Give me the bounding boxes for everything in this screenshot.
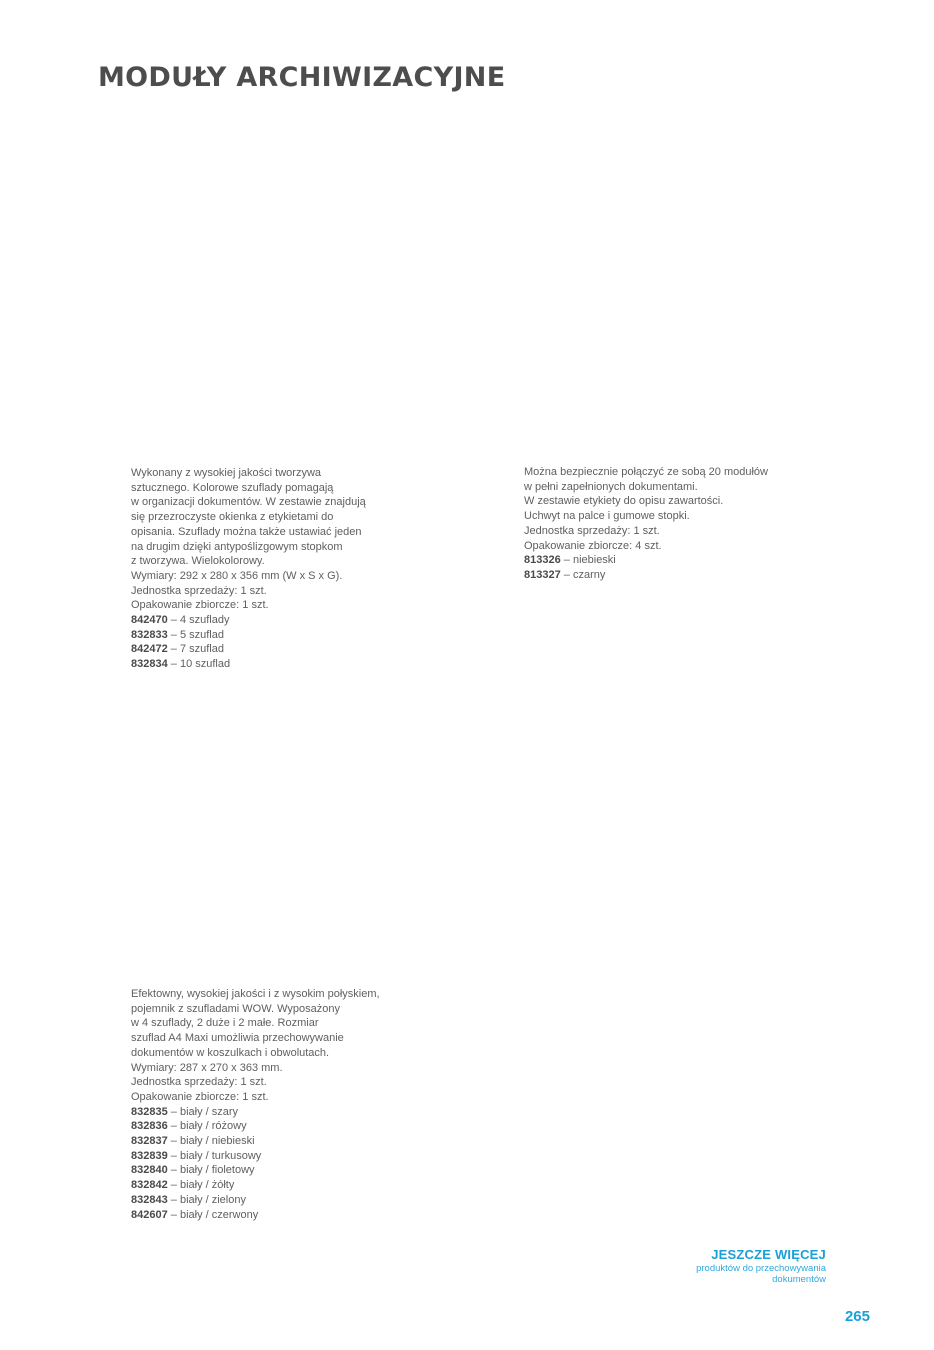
product-variant-desc: – biały / turkusowy <box>167 1149 262 1162</box>
description-line: w organizacji dokumentów. W zestawie znajdują <box>131 496 366 509</box>
product-variant <box>131 1119 431 1134</box>
product-variant <box>131 1178 431 1193</box>
dimensions-line: Wymiary: 292 x 280 x 356 mm (W x S x G). <box>131 569 343 582</box>
product-code: 813327 <box>524 568 561 581</box>
description-line: na drugim dzięki antypoślizgowym stopkom <box>131 540 343 553</box>
description-line: się przezroczyste okienka z etykietami do <box>131 511 334 524</box>
product-variant <box>131 642 411 657</box>
product-variant-desc: – biały / niebieski <box>167 1135 255 1148</box>
product-variant <box>131 628 411 643</box>
product-description-drawer-modules <box>131 466 411 672</box>
product-variant <box>131 1163 431 1178</box>
product-variant-desc: – biały / zielony <box>167 1193 246 1206</box>
description-line: szuflad A4 Maxi umożliwia przechowywanie <box>131 1032 344 1045</box>
more-products-subtitle-line: dokumentów <box>772 1274 826 1285</box>
description-line: Wykonany z wysokiej jakości tworzywa <box>131 467 322 479</box>
product-variant-desc: – biały / różowy <box>167 1120 247 1133</box>
description-line: Uchwyt na palce i gumowe stopki. <box>524 510 690 523</box>
product-variant-desc: – 7 szuflad <box>167 643 224 656</box>
description-line: w pełni zapełnionych dokumentami. <box>524 480 698 493</box>
product-description-stackable-module <box>524 465 814 583</box>
product-variant <box>131 1193 431 1208</box>
product-code: 832843 <box>131 1193 168 1206</box>
product-variant <box>524 553 814 568</box>
product-variant-desc: – biały / żółty <box>167 1179 235 1192</box>
product-variant-desc: – niebieski <box>560 554 616 567</box>
product-variant-desc: – biały / fioletowy <box>167 1164 255 1177</box>
product-code: 832839 <box>131 1149 168 1162</box>
more-products-callout <box>696 1247 826 1285</box>
product-code: 832837 <box>131 1135 168 1148</box>
product-variant <box>131 1208 431 1223</box>
sales-unit-line: Jednostka sprzedaży: 1 szt. <box>131 1076 267 1089</box>
page-title: MODUŁY ARCHIWIZACYJNE <box>98 62 506 93</box>
product-variant-desc: – biały / szary <box>167 1105 239 1118</box>
description-line: Można bezpiecznie połączyć ze sobą 20 modułów <box>524 466 768 478</box>
description-line: z tworzywa. Wielokolorowy. <box>131 555 265 568</box>
product-code: 842470 <box>131 614 168 627</box>
product-code: 832842 <box>131 1179 168 1192</box>
description-line: W zestawie etykiety do opisu zawartości. <box>524 495 724 508</box>
page-number: 265 <box>844 1308 870 1325</box>
more-products-title: JESZCZE WIĘCEJ <box>711 1247 826 1262</box>
product-variant-desc: – czarny <box>560 568 606 581</box>
product-variant-desc: – biały / czerwony <box>167 1208 259 1221</box>
description-line: Efektowny, wysokiej jakości i z wysokim połyskiem, <box>131 988 380 1000</box>
description-line: opisania. Szuflady można także ustawiać jeden <box>131 525 362 538</box>
product-variant <box>131 613 411 628</box>
product-code: 832834 <box>131 658 168 671</box>
description-line: sztucznego. Kolorowe szuflady pomagają <box>131 481 334 494</box>
product-variant <box>131 1134 431 1149</box>
product-variant <box>131 657 411 672</box>
product-variant <box>131 1149 431 1164</box>
description-line: dokumentów w koszulkach i obwolutach. <box>131 1046 330 1059</box>
sales-unit-line: Jednostka sprzedaży: 1 szt. <box>131 584 267 597</box>
product-code: 832840 <box>131 1164 168 1177</box>
more-products-subtitle-line: produktów do przechowywania <box>696 1263 826 1274</box>
product-variant <box>131 1105 431 1120</box>
product-code: 842472 <box>131 643 168 656</box>
bulk-packaging-line: Opakowanie zbiorcze: 1 szt. <box>131 1090 269 1103</box>
product-variant-desc: – 5 szuflad <box>167 628 224 641</box>
product-description-wow-container <box>131 987 431 1222</box>
dimensions-line: Wymiary: 287 x 270 x 363 mm. <box>131 1061 283 1074</box>
bulk-packaging-line: Opakowanie zbiorcze: 1 szt. <box>131 599 269 612</box>
bulk-packaging-line: Opakowanie zbiorcze: 4 szt. <box>524 539 662 552</box>
product-code: 842607 <box>131 1208 168 1221</box>
description-line: w 4 szuflady, 2 duże i 2 małe. Rozmiar <box>131 1017 319 1030</box>
product-variant-desc: – 10 szuflad <box>167 658 231 671</box>
product-code: 813326 <box>524 554 561 567</box>
product-code: 832833 <box>131 628 168 641</box>
sales-unit-line: Jednostka sprzedaży: 1 szt. <box>524 524 660 537</box>
product-code: 832836 <box>131 1120 168 1133</box>
product-code: 832835 <box>131 1105 168 1118</box>
product-variant-desc: – 4 szuflady <box>167 614 230 627</box>
product-variant <box>524 568 814 583</box>
description-line: pojemnik z szufladami WOW. Wyposażony <box>131 1002 340 1015</box>
